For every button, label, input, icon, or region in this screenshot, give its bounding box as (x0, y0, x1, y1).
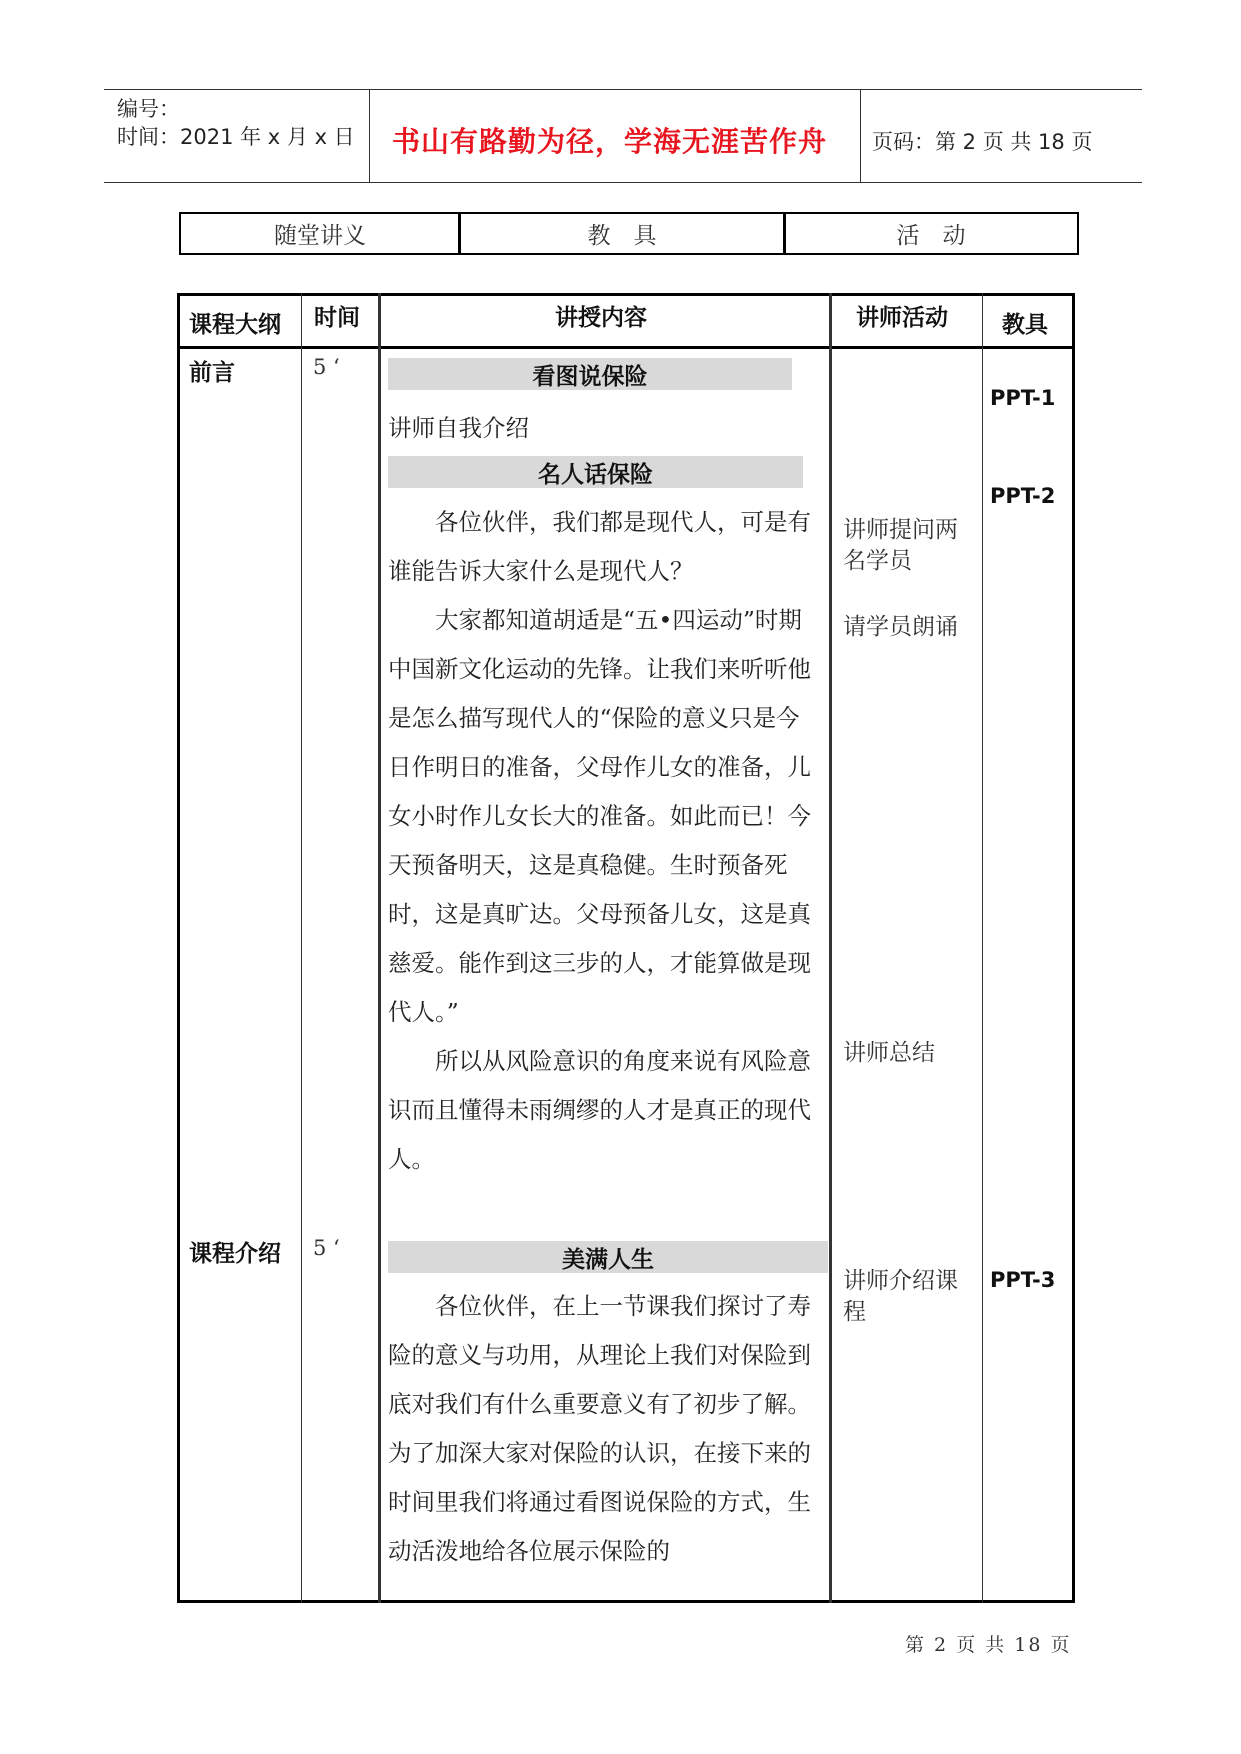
time-preface: 5 ‘ (313, 355, 340, 379)
preface-paragraph-1: 各位伙伴，我们都是现代人，可是有谁能告诉大家什么是现代人？ (388, 508, 811, 585)
page-footer: 第 2 页 共 18 页 (905, 1634, 1072, 1656)
intro-body (388, 1282, 816, 1576)
col-header-time: 时间 (314, 305, 360, 331)
intro-paragraph: 各位伙伴，在上一节课我们探讨了寿险的意义与功用，从理论上我们对保险到底对我们有什么重要意义有了初步了解。为了加深大家对保险的认识，在接下来的时间里我们将通过看图说保险的方式，生动活泼地给各位展示保险的 (388, 1292, 811, 1565)
section-heading-picture-insurance: 看图说保险 (388, 358, 792, 390)
col-sep-4 (982, 293, 983, 1603)
header-bottom-rule (104, 182, 1142, 183)
page-code: 页码：第 2 页 共 18 页 (872, 130, 1093, 154)
col-header-activity: 讲师活动 (856, 305, 948, 331)
header-divider-left (369, 89, 370, 182)
serial-label: 编号： (117, 97, 180, 121)
preface-paragraph-2: 大家都知道胡适是“五•四运动”时期中国新文化运动的先锋。让我们来听听他是怎么描写现代人的“保险的意义只是今日作明日的准备，父母作儿女的准备，儿女小时作儿女长大的准备。如此而已！今天预备明天，这是真稳健。生时预备死时，这是真旷达。父母预备儿女，这是真慈爱。能作到这三步的人，才能算做是现代人。” (388, 606, 811, 1026)
preface-paragraph-3: 所以从风险意识的角度来说有风险意识而且懂得未雨绸缪的人才是真正的现代人。 (388, 1047, 811, 1173)
label-handout: 随堂讲义 (179, 212, 461, 255)
label-activities: 活 动 (783, 212, 1079, 255)
time-course-intro: 5 ‘ (313, 1236, 340, 1260)
label-teaching-tools: 教 具 (458, 212, 786, 255)
outline-preface: 前言 (189, 360, 235, 386)
col-sep-1 (301, 293, 302, 1603)
table-header-rule (177, 346, 1075, 349)
outline-course-intro: 课程介绍 (189, 1241, 281, 1267)
tool-ppt-2: PPT-2 (990, 484, 1056, 508)
col-header-outline: 课程大纲 (189, 312, 281, 338)
activity-summary: 讲师总结 (843, 1040, 935, 1066)
activity-recite: 请学员朗诵 (843, 614, 958, 640)
section-heading-celebrity-quotes: 名人话保险 (388, 456, 803, 488)
header-divider-right (860, 89, 861, 182)
activity-course-intro: 讲师介绍课程 (843, 1268, 958, 1325)
col-header-content: 讲授内容 (555, 305, 647, 331)
preface-body (388, 498, 816, 1184)
col-sep-3 (829, 293, 832, 1603)
header-motto: 书山有路勤为径，学海无涯苦作舟 (392, 125, 828, 158)
col-header-tools: 教具 (1002, 312, 1048, 338)
time-label: 时间：2021 年 x 月 x 日 (117, 125, 355, 149)
tool-ppt-3: PPT-3 (990, 1268, 1056, 1292)
intro-line: 讲师自我介绍 (388, 414, 529, 442)
activity-question: 讲师提问两名学员 (843, 517, 958, 574)
header-top-rule (104, 89, 1142, 90)
tool-ppt-1: PPT-1 (990, 386, 1056, 410)
section-heading-happy-life: 美满人生 (388, 1241, 828, 1273)
col-sep-2 (378, 293, 381, 1603)
